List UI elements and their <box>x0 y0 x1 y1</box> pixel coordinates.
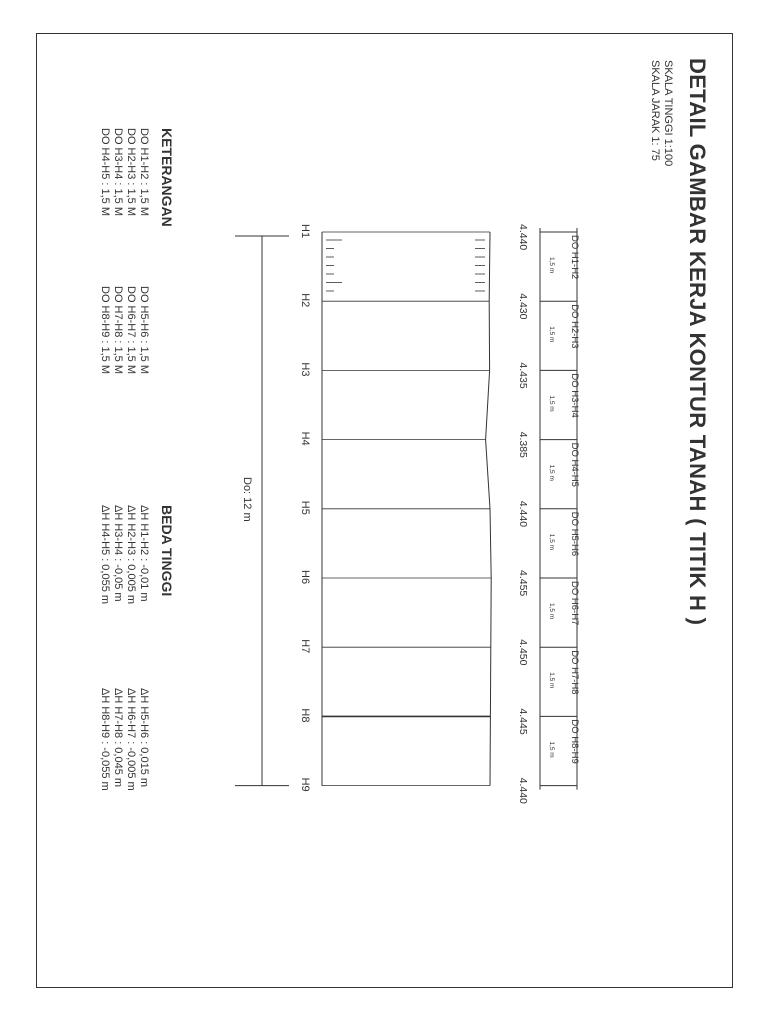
note-line: DO H8-H9 : 1,5 M <box>99 286 111 375</box>
segment-label: DO H6-H7 <box>569 581 580 626</box>
segment-distance: 1,5 m <box>548 395 555 412</box>
note-line: ΔH H3-H4 : -0,05 m <box>112 505 124 602</box>
beda-tinggi-heading: BEDA TINGGI <box>159 505 175 597</box>
total-distance-label: Do: 12 m <box>241 477 253 522</box>
elevation-label: 4.385 <box>517 431 529 458</box>
station-row <box>299 224 311 792</box>
note-line: ΔH H6-H7 : -0,005 m <box>125 688 137 791</box>
segment-distance: 1,5 m <box>548 741 555 758</box>
note-line: ΔH H2-H3 : 0,005 m <box>125 505 137 605</box>
scale-distance: SKALA JARAK 1: 75 <box>649 60 661 161</box>
keterangan-block <box>99 128 175 374</box>
note-line: ΔH H1-H2 : -0,01 m <box>138 505 150 602</box>
segment-label: DO H1-H2 <box>569 235 580 280</box>
segment-distance: 1,5 m <box>548 464 555 481</box>
segment-distance: 1,5 m <box>548 672 555 689</box>
segment-distance: 1,5 m <box>548 533 555 551</box>
note-line: DO H2-H3 : 1,5 M <box>125 128 137 217</box>
elevation-label: 4.445 <box>517 708 529 735</box>
beda-tinggi-column-1 <box>99 505 150 604</box>
elevation-label: 4.455 <box>517 570 529 597</box>
note-line: ΔH H8-H9 : -0,055 m <box>99 688 111 791</box>
total-distance-dimension <box>235 236 289 786</box>
keterangan-column-1 <box>99 128 150 216</box>
segment-distance: 1,5 m <box>548 326 555 343</box>
note-line: DO H6-H7 : 1,5 M <box>125 286 137 375</box>
segment-label: DO H8-H9 <box>569 719 580 764</box>
station-label: H3 <box>299 362 311 377</box>
note-line: DO H4-H5 : 1,5 M <box>99 128 111 217</box>
note-line: DO H7-H8 : 1,5 M <box>112 286 124 375</box>
segment-distance: 1,5 m <box>548 603 555 620</box>
segment-label: DO H4-H5 <box>569 442 580 487</box>
beda-tinggi-block <box>99 505 175 791</box>
note-line: DO H3-H4 : 1,5 M <box>112 128 124 217</box>
elevation-label: 4.440 <box>517 777 529 804</box>
note-line: ΔH H4-H5 : 0,055 m <box>99 505 111 605</box>
elevation-label: 4.435 <box>517 362 529 389</box>
profile-box <box>322 232 491 786</box>
station-label: H6 <box>299 570 311 585</box>
scale-height: SKALA TINGGI 1:100 <box>662 60 674 167</box>
station-label: H7 <box>299 639 311 654</box>
segment-distance-table <box>540 228 580 790</box>
segment-label: DO H2-H3 <box>569 304 580 349</box>
station-label: H9 <box>299 777 311 792</box>
keterangan-column-2 <box>99 286 150 374</box>
station-label: H2 <box>299 293 311 308</box>
note-line: DO H5-H6 : 1,5 M <box>138 286 150 375</box>
elevation-label: 4.440 <box>517 224 529 251</box>
drawing-title: DETAIL GAMBAR KERJA KONTUR TANAH ( TITIK H ) <box>685 58 710 626</box>
segment-distance: 1,5 m <box>548 257 555 274</box>
elevation-row <box>517 224 529 804</box>
elevation-label: 4.430 <box>517 293 529 320</box>
station-label: H4 <box>299 431 311 446</box>
station-label: H8 <box>299 708 311 723</box>
segment-label: DO H3-H4 <box>569 373 580 418</box>
note-line: ΔH H7-H8 : 0,045 m <box>112 688 124 788</box>
note-line: DO H1-H2 : 1,5 M <box>138 128 150 217</box>
note-line: ΔH H5-H6 : 0,015 m <box>138 688 150 788</box>
station-label: H1 <box>299 224 311 239</box>
elevation-label: 4.440 <box>517 500 529 528</box>
elevation-label: 4.450 <box>517 639 529 666</box>
keterangan-heading: KETERANGAN <box>159 128 175 227</box>
station-label: H5 <box>299 500 311 515</box>
beda-tinggi-column-2 <box>99 688 150 791</box>
segment-label: DO H5-H6 <box>569 511 580 557</box>
segment-label: DO H7-H8 <box>569 650 580 695</box>
